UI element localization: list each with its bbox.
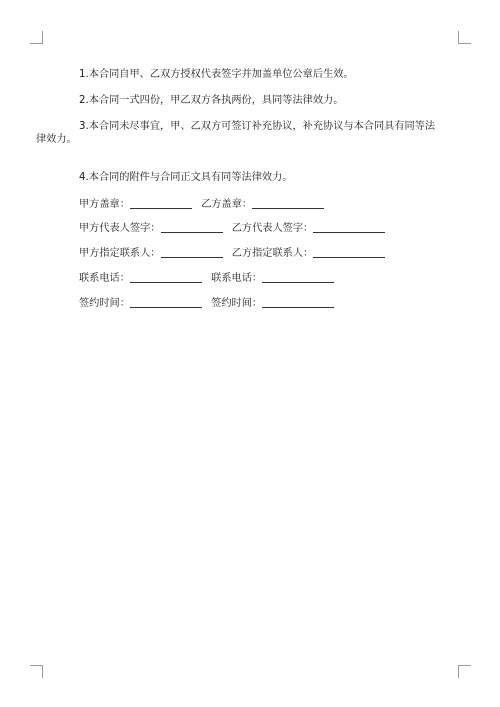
party-b-date-label: 签约时间： bbox=[211, 298, 263, 309]
crop-mark-top-right bbox=[458, 31, 471, 44]
party-b-phone-blank[interactable] bbox=[262, 272, 334, 283]
party-a-contact-blank[interactable] bbox=[161, 247, 223, 258]
party-a-seal-blank[interactable] bbox=[130, 198, 192, 209]
party-b-contact-blank[interactable] bbox=[313, 247, 385, 258]
party-a-date-label: 签约时间： bbox=[79, 298, 130, 309]
clause-3-line-1: 3.本合同未尽事宜，甲、乙双方可签订补充协议，补充协议与本合同具有同等法 bbox=[79, 121, 436, 132]
signature-row-seal bbox=[79, 198, 324, 211]
party-a-representative-label: 甲方代表人签字： bbox=[79, 223, 161, 234]
party-b-representative-label: 乙方代表人签字： bbox=[231, 223, 314, 234]
party-a-phone-label: 联系电话： bbox=[79, 273, 130, 284]
party-b-seal-blank[interactable] bbox=[252, 198, 324, 209]
party-b-date-blank[interactable] bbox=[262, 297, 334, 308]
crop-mark-bottom-left bbox=[30, 665, 43, 678]
clause-2: 2.本合同一式四份，甲乙双方各执两份，具同等法律效力。 bbox=[79, 95, 344, 106]
crop-mark-bottom-right bbox=[458, 665, 471, 678]
clause-3-line-2: 律效力。 bbox=[36, 134, 77, 145]
signature-row-representative bbox=[79, 222, 385, 235]
party-a-representative-blank[interactable] bbox=[161, 222, 223, 233]
signature-row-contact-person bbox=[79, 247, 385, 260]
signature-row-phone bbox=[79, 272, 334, 285]
party-a-seal-label: 甲方盖章： bbox=[79, 199, 130, 210]
clause-1: 1.本合同自甲、乙双方授权代表签字并加盖单位公章后生效。 bbox=[79, 69, 354, 80]
party-b-contact-label: 乙方指定联系人： bbox=[231, 248, 314, 259]
party-b-seal-label: 乙方盖章： bbox=[201, 199, 253, 210]
party-a-date-blank[interactable] bbox=[130, 297, 202, 308]
signature-row-date bbox=[79, 297, 334, 310]
party-a-contact-label: 甲方指定联系人： bbox=[79, 248, 161, 259]
party-a-phone-blank[interactable] bbox=[130, 272, 202, 283]
clause-4: 4.本合同的附件与合同正文具有同等法律效力。 bbox=[79, 172, 293, 183]
party-b-phone-label: 联系电话： bbox=[211, 273, 263, 284]
party-b-representative-blank[interactable] bbox=[313, 222, 385, 233]
crop-mark-top-left bbox=[30, 31, 43, 44]
clause-3 bbox=[36, 120, 436, 146]
